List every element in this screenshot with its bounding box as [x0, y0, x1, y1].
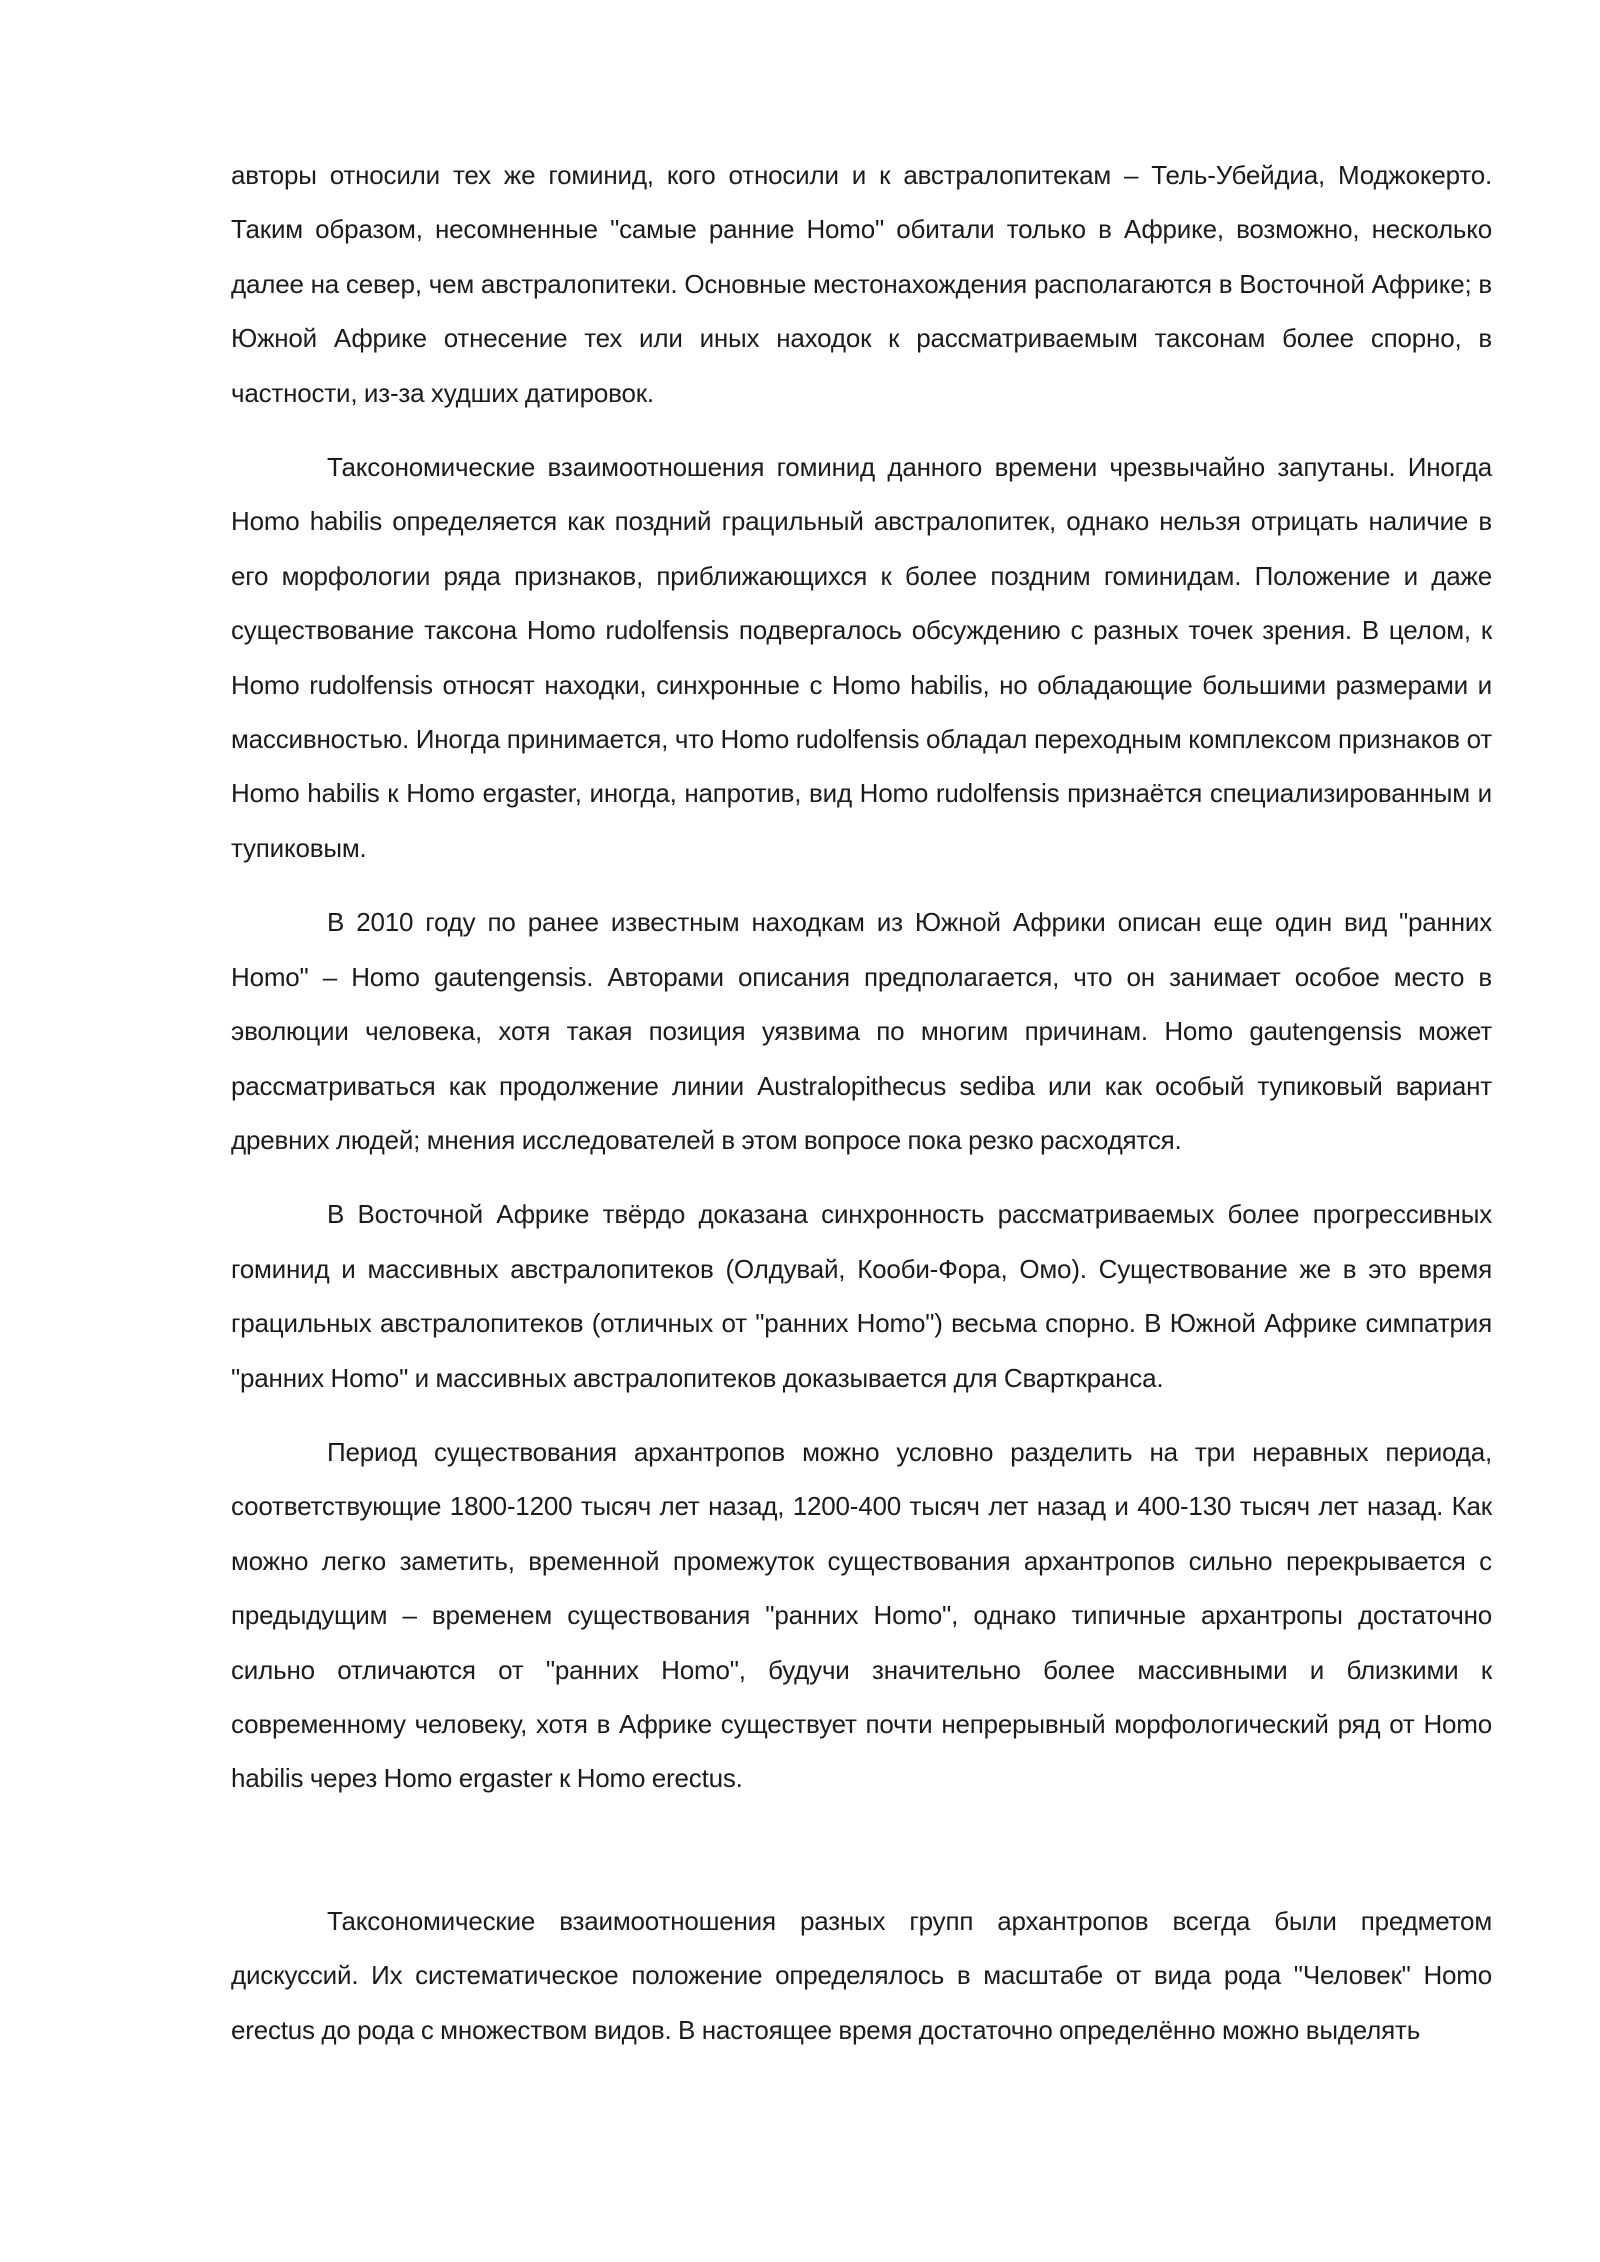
paragraph-archanthropes-taxonomy: Таксономические взаимоотношения разных групп архантропов всегда были предметом дискуссий. Их систематическое положение определялось в масштабе от вида рода "Человек" Homo erectus до рода с множеством видов. В настоящее время достаточно определённо можно выделять: [231, 1905, 1492, 2045]
paragraph-archanthropes-periods: Период существования архантропов можно условно разделить на три неравных периода, соответствующие 1800-1200 тысяч лет назад, 1200-400 тысяч лет назад и 400-130 тысяч лет назад. Как можно легко заметить, временной промежуток существования архантропов сильно перекрывается с предыдущим – временем существования "ранних Homo", однако типичные архантропы достаточно сильно отличаются от "ранних Homo", будучи значительно более массивными и близкими к современному человеку, хотя в Африке существует почти непрерывный морфологический ряд от Homo habilis через Homo ergaster к Homo erectus.: [231, 1436, 1492, 1794]
paragraph-taxonomy-hominids: Таксономические взаимоотношения гоминид данного времени чрезвычайно запутаны. Иногда Homo habilis определяется как поздний грацильный австралопитек, однако нельзя отрицать наличие в его морфологии ряда признаков, приближающихся к более поздним гоминидам. Положение и даже существование таксона Homo rudolfensis подвергалось обсуждению с разных точек зрения. В целом, к Homo rudolfensis относят находки, синхронные с Homo habilis, но обладающие большими размерами и массивностью. Иногда принимается, что Homo rudolfensis обладал переходным комплексом признаков от Homo habilis к Homo ergaster, иногда, напротив, вид Homo rudolfensis признаётся специализированным и тупиковым.: [231, 452, 1492, 863]
paragraph-east-africa-synchrony: В Восточной Африке твёрдо доказана синхронность рассматриваемых более прогрессивных гоминид и массивных австралопитеков (Олдувай, Кооби-Фора, Омо). Существование же в это время грацильных австралопитеков (отличных от "ранних Homo") весьма спорно. В Южной Африке симпатрия "ранних Homo" и массивных австралопитеков доказывается для Сварткранса.: [231, 1199, 1492, 1393]
paragraph-continuation: авторы относили тех же гоминид, кого относили и к австралопитекам – Тель-Убейдиа, Моджокерто. Таким образом, несомненные "самые ранние Homo" обитали только в Африке, возможно, несколько далее на север, чем австралопитеки. Основные местонахождения располагаются в Восточной Африке; в Южной Африке отнесение тех или иных находок к рассматриваемым таксонам более спорно, в частности, из-за худших датировок.: [231, 160, 1492, 408]
paragraph-homo-gautengensis: В 2010 году по ранее известным находкам из Южной Африки описан еще один вид "ранних Homo" – Homo gautengensis. Авторами описания предполагается, что он занимает особое место в эволюции человека, хотя такая позиция уязвима по многим причинам. Homo gautengensis может рассматриваться как продолжение линии Australopithecus sediba или как особый тупиковый вариант древних людей; мнения исследователей в этом вопросе пока резко расходятся.: [231, 907, 1493, 1155]
